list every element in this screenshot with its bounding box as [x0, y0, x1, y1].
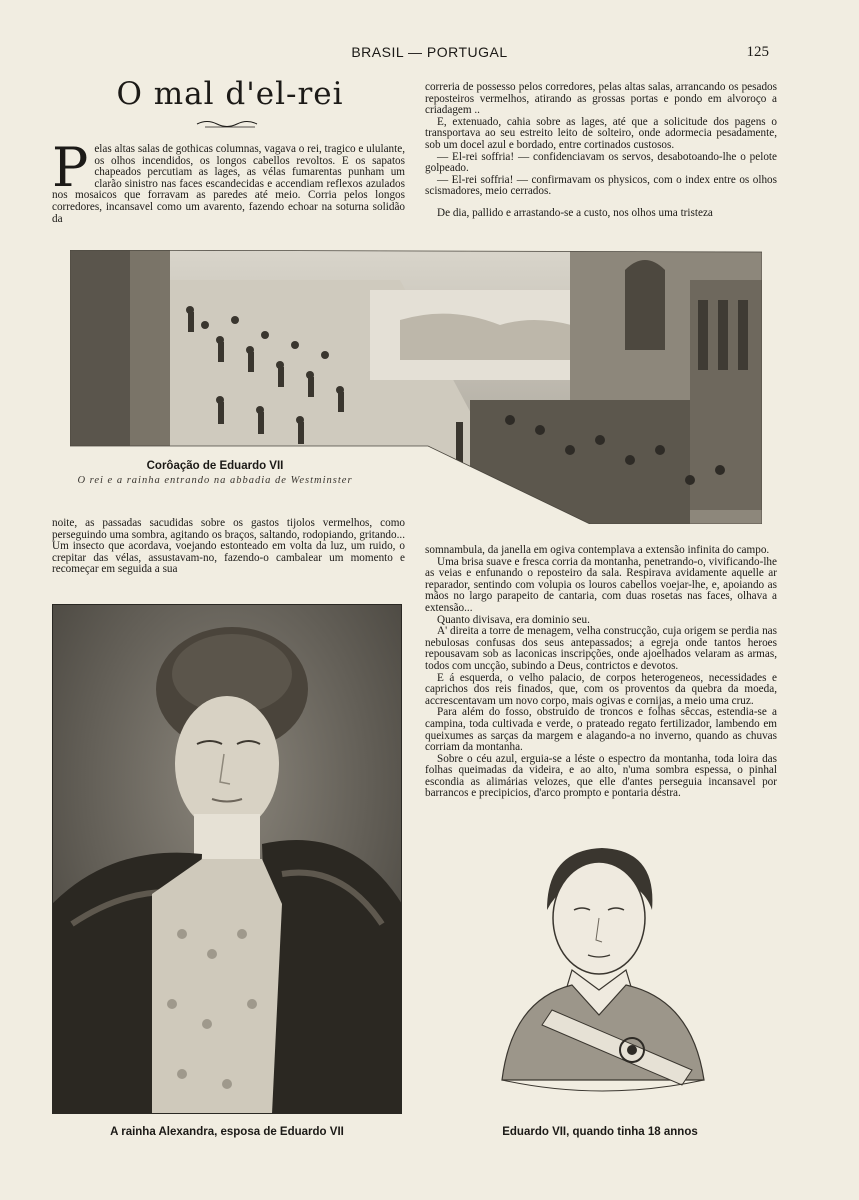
dropcap-letter: P: [52, 136, 89, 199]
caption-title: Eduardo VII, quando tinha 18 annos: [502, 1126, 698, 1138]
column-2-top-text: [425, 82, 777, 220]
caption-title: Corôação de Eduardo VII: [146, 460, 284, 472]
running-title: BRASIL — PORTUGAL: [351, 44, 508, 60]
young-edward-caption: [450, 1126, 750, 1138]
young-edward-sketch: [492, 840, 712, 1100]
young-edward-portrait: [492, 840, 712, 1100]
paragraph: elas altas salas de gothicas columnas, vagava o rei, tragico e ululante, os olhos incendidos, os longos cabellos revoltos. E os sapatos chapeados percutiam as lages, as vélas fumarentas punham um clarão sinistro nas faces escandecidas e accendiam reflexos azulados nos mosaicos que forravam as paredes até meio. Corria pelos longos corredores, incansavel como um avarento, fazendo echoar na soturna solidão da: [52, 143, 405, 225]
paragraph: somnambula, da janella em ogiva contemplava a extensão infinita do campo.: [425, 544, 770, 556]
paragraph: Sobre o céu azul, erguia-se a léste o espectro da montanha, toda loira das folhas queimadas da videira, e ao alto, n'uma sombra espessa, o pinhal escondia as alimárias velozes, que elle d'antes perseguia incansavel por barrancos e precipicios, d'arco prompto e pontaria déstra.: [425, 752, 777, 800]
paragraph: De dia, pallido e arrastando-se a custo, nos olhos uma tristeza: [437, 206, 713, 219]
article-title: O mal d'el-rei: [116, 76, 344, 112]
paragraph: correria de possesso pelos corredores, pelas altas salas, arrancando os pesados reposteiros vermelhos, atirando as grossas portas e pondo em alvoroço a criadagem ..: [425, 81, 777, 117]
column-2-middle-text: [425, 545, 777, 800]
queen-alexandra-portrait: [52, 604, 402, 1114]
paragraph: noite, as passadas sacudidas sobre os gastos tijolos vermelhos, como perseguindo uma sombra, agitando os braços, saltando, rodopiando, gritando... Um insecto que acordava, voejando estonteado em volta da luz, um ruido, o crepitar das vélas, assustavam-no, fazendo-o cambalear um momento e recomeçar em seguida a sua: [52, 517, 405, 576]
paragraph: Para além do fosso, obstruido de troncos e folhas sêccas, estendia-se a campina, toda cultivada e verde, o prateado regato fertilizador, lambendo em queixumes as sarças da margem e alagando-a no inverno, quando as chuvas corriam da montanha.: [425, 706, 777, 754]
paragraph: — El-rei soffria! — confidenciavam os servos, desabotoando-lhe o pelote golpeado.: [425, 150, 777, 175]
paragraph: E á esquerda, o velho palacio, de corpos heterogeneos, necessidades e caprichos dos reis finados, que, com os proventos da quebra da moeda, accrescentavam um novo corpo, mais ogivas e cornijas, a meio uma cruz.: [425, 671, 777, 707]
column-1-top-text: [52, 136, 405, 225]
paragraph: A' direita a torre de menagem, velha construcção, cuja origem se perdia nas nebulosas confusas dos seus antepassados; a egreja onde tantos heroes repousavam sob as laconicas inscripções, onde ajoelhados velaram as armas, todos com uncção, subindo a Deus, contrictos e devotos.: [425, 625, 777, 672]
paragraph: E, extenuado, cahia sobre as lages, até que a solicitude dos pagens o transportava ao seu estreito leito de solteiro, onde adormecia pesadamente, sob um docel azul e bordado, entre cortinados custosos.: [425, 115, 777, 151]
column-1-middle-text: [52, 518, 405, 576]
caption-title: A rainha Alexandra, esposa de Eduardo VII: [110, 1126, 344, 1138]
title-ornament-divider: [195, 118, 265, 128]
paragraph: Uma brisa suave e fresca corria da montanha, penetrando-o, vivificando-lhe as veias e enfunando o reposteiro da sala. Respirava avidamente aquelle ar reparador, sentindo com volupia os louros cabellos voejar-lhe, e, apoiando as mãos no largo parapeito de cantaria, com duas rosetas nas faces, olhava a extensão...: [425, 555, 777, 614]
queen-alexandra-photo: [52, 604, 402, 1114]
paragraph: — El-rei soffria! — confirmavam os physicos, com o index entre os olhos scismadores, meio cerrados.: [425, 173, 777, 198]
caption-subtitle: O rei e a rainha entrando na abbadia de Westminster: [77, 475, 353, 486]
paragraph: Quanto divisava, era dominio seu.: [437, 613, 590, 626]
queen-caption: [52, 1126, 402, 1138]
coronation-caption: [70, 460, 360, 486]
page-number: 125: [746, 44, 769, 60]
